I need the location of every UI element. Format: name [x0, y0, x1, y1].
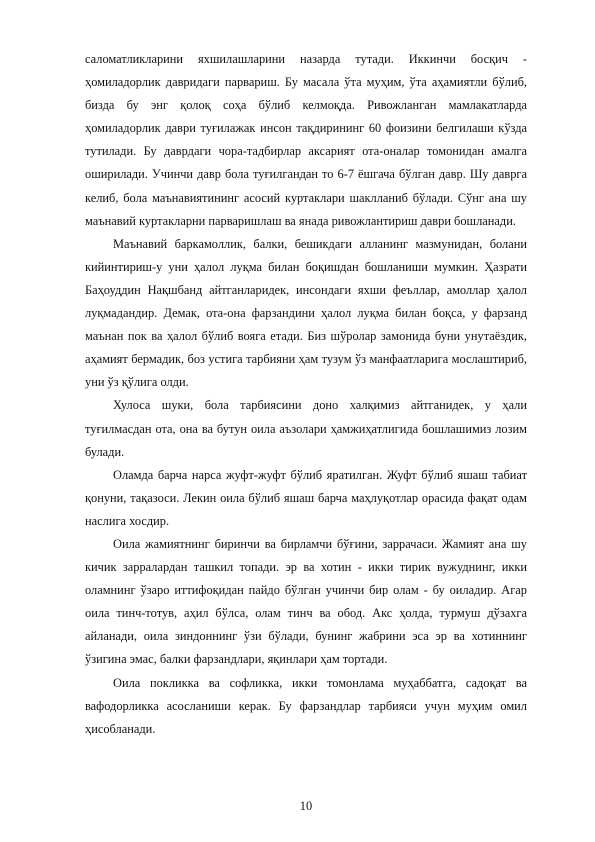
paragraph-3: Хулоса шуки, бола тарбиясини доно халқимиз айтганидек, у ҳали туғилмасдан ота, она ва бутун оила аъзолари ҳамжиҳатлигида бошлашимиз лозим булади. [85, 398, 527, 459]
page-body [85, 48, 527, 741]
paragraph-1: саломатликларини яхшилашларини назарда тутади. Иккинчи босқич - ҳомиладорлик давридаги парвариш. Бу масала ўта муҳим, ўта аҳамиятли бўлиб, бизда бу энг қолоқ соҳа бўлиб келмоқда. Ривожланган мамлакатларда ҳомиладорлик даври туғилажак инсон тақдирининг 60 фоизини белгилаши кўзда тутилади. Бу даврдаги чора-тадбирлар аксарият ота-оналар томонидан амалга оширилади. Учинчи давр бола туғилгандан то 6-7 ёшгача бўлган давр. Шу даврга келиб, бола маънавиятининг асосий куртаклари шаклланиб бўлади. Сўнг ана шу маънавий куртакларни парваришлаш ва янада ривожлантириш даври бошланади. [85, 52, 527, 228]
paragraph-2: Маънавий баркамоллик, балки, бешикдаги алланинг мазмунидан, болани кийинтириш-у уни ҳалол луқма билан боқишдан бошланиши мумкин. Ҳазрати Баҳоуддин Нақшбанд айтганларидек, инсондаги яхши феъллар, амоллар ҳалол луқмадандир. Демак, ота-она фарзандини ҳалол луқма билан боқса, у фарзанд маънан пок ва ҳалол бўлиб вояга етади. Биз шўролар замонида буни унутаёздик, аҳамият бермадик, боз устига тарбияни ҳам тузум ўз манфаатларига мослаштириб, уни ўз қўлига олди. [85, 236, 527, 390]
paragraph-6: Оила покликка ва софликка, икки томонлама муҳаббатга, садоқат ва вафодорликка асосланиши керак. Бу фарзандлар тарбияси учун муҳим омил ҳисобланади. [85, 675, 527, 736]
paragraph-4: Оламда барча нарса жуфт-жуфт бўлиб яратилган. Жуфт бўлиб яшаш табиат қонуни, тақазоси. Лекин оила бўлиб яшаш барча маҳлуқотлар орасида фақат одам наслига хосдир. [85, 467, 527, 528]
page-number: 10 [299, 799, 313, 813]
paragraph-5: Оила жамиятнинг биринчи ва бирламчи бўғини, заррачаси. Жамият ана шу кичик зарралардан ташкил топади. эр ва хотин - икки тирик вужуднинг, икки оламнинг ўзаро иттифоқидан пайдо бўлган учинчи бир олам - бу оиладир. Агар оила тинч-тотув, аҳил бўлса, олам тинч ва обод. Акс ҳолда, турмуш дўзахга айланади, оила зиндоннинг ўзи бўлади, бунинг жабрини эса эр ва хотиннинг ўзигина эмас, балки фарзандлари, яқинлари ҳам тортади. [85, 536, 527, 667]
